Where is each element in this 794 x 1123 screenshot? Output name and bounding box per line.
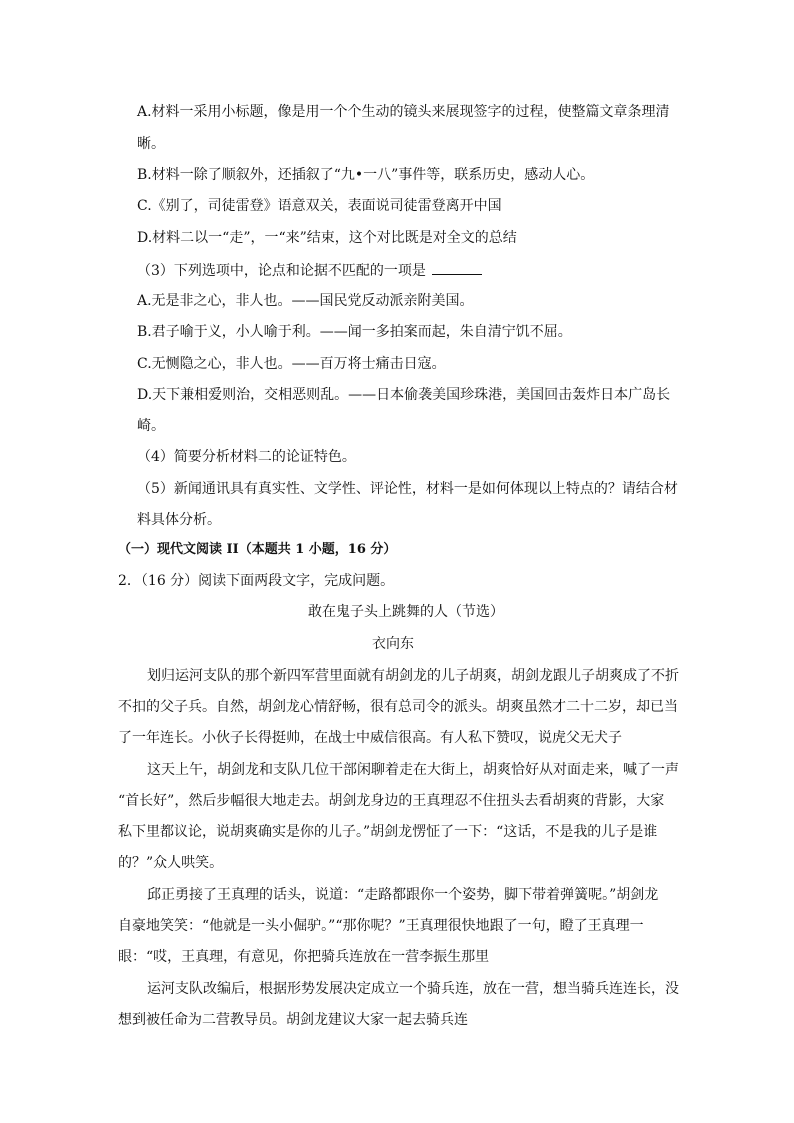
paragraph-2-line: 这天上午，胡剑龙和支队几位干部闲聊着走在大街上，胡爽恰好从对面走来，喊了一声 [147,762,679,778]
paragraph-2-line: 的？”众人哄笑。 [118,855,224,871]
q3-option-d-line1: D.天下兼相爱则治，交相恶则乱。——日本偷袭美国珍珠港，美国回击轰炸日本广岛长 [137,387,671,403]
q3-stem: （3）下列选项中，论点和论据不匹配的一项是 [137,263,426,279]
q3-option-c: C.无恻隐之心，非人也。——百万将士痛击日寇。 [137,356,446,372]
paragraph-3-line: 邱正勇接了王真理的话头，说道：“走路都跟你一个姿势，脚下带着弹簧呢。”胡剑龙 [147,887,659,903]
q2-option-b: B.材料一除了顺叙外，还插叙了“九•一八”事件等，联系历史，感动人心。 [137,167,595,183]
paragraph-3-line: 眼：“哎，王真理，有意见，你把骑兵连放在一营李振生那里 [118,949,490,965]
q5-question-line2: 料具体分析。 [137,512,221,528]
q3-option-a: A.无是非之心，非人也。——国民党反动派亲附美国。 [137,293,474,309]
answer-blank[interactable] [432,260,482,275]
paragraph-1-line: 不扣的父子兵。自然，胡剑龙心情舒畅，很有总司令的派头。胡爽虽然才二十二岁，却已当 [118,699,678,715]
q3-stem-line [137,260,482,281]
paragraph-2-line: 私下里都议论，说胡爽确实是你的儿子。”胡剑龙愣怔了一下：“这话，不是我的儿子是谁 [118,824,658,840]
q4-question: （4）简要分析材料二的论证特色。 [137,449,356,465]
q2-option-a-line1: A.材料一采用小标题，像是用一个个生动的镜头来展现签字的过程，使整篇文章条理清 [137,104,670,120]
paragraph-4-line: 运河支队改编后，根据形势发展决定成立一个骑兵连，放在一营，想当骑兵连连长，没 [147,981,679,997]
q2-option-c: C.《别了，司徒雷登》语意双关，表面说司徒雷登离开中国 [137,198,502,214]
q5-question-line1: （5）新闻通讯具有真实性、文学性、评论性，材料一是如何体现以上特点的？请结合材 [137,481,678,497]
article-author: 衣向东 [372,636,414,652]
q2-option-d: D.材料二以一“走”，一“来”结束，这个对比既是对全文的总结 [137,230,517,246]
paragraph-2-line: “首长好”，然后步幅很大地走去。胡剑龙身边的王真理忍不住扭头去看胡爽的背影，大家 [118,793,665,809]
paragraph-3-line: 自豪地笑笑：“他就是一头小倔驴。”“那你呢？”王真理很快地跟了一句，瞪了王真理一 [118,918,644,934]
q3-option-b: B.君子喻于义，小人喻于利。——闻一多拍案而起，朱自清宁饥不屈。 [137,324,572,340]
question-2-intro: 2．（16 分）阅读下面两段文字，完成问题。 [118,573,395,589]
article-title: 敢在鬼子头上跳舞的人（节选） [308,604,504,620]
paragraph-1-line: 了一年连长。小伙子长得挺帅，在战士中威信很高。有人私下赞叹，说虎父无犬子 [118,730,622,746]
q3-option-d-line2: 崎。 [137,418,165,434]
paragraph-4-line: 想到被任命为二营教导员。胡剑龙建议大家一起去骑兵连 [118,1012,468,1028]
paragraph-1-line: 划归运河支队的那个新四军营里面就有胡剑龙的儿子胡爽，胡剑龙跟儿子胡爽成了不折 [147,668,679,684]
q2-option-a-line2: 晰。 [137,136,165,152]
section-heading: （一）现代文阅读 II（本题共 1 小题，16 分） [118,542,397,557]
